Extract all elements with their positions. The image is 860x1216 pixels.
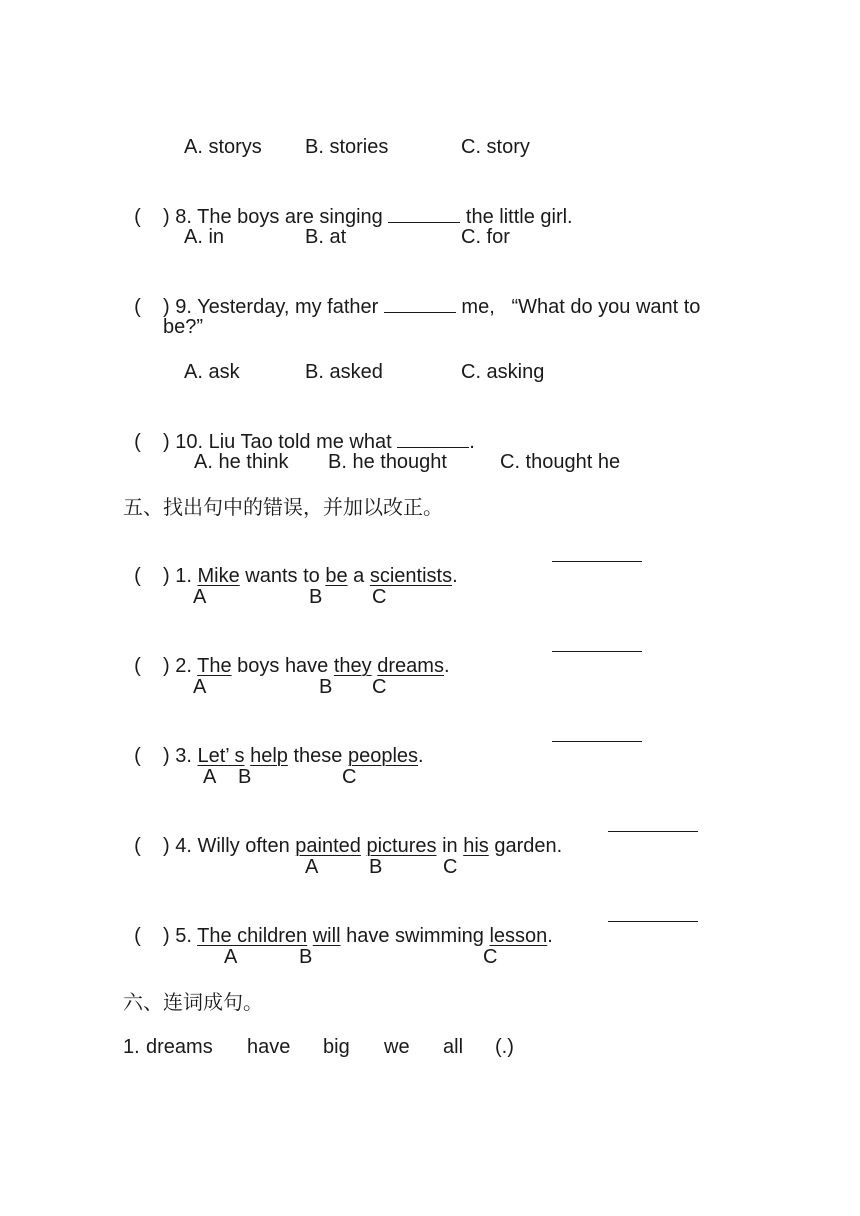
item-text: . (452, 565, 458, 587)
q7-option-b: B. stories (305, 136, 389, 158)
item-number: 1. (175, 565, 198, 587)
q8-option-b: B. at (305, 226, 347, 248)
q10-option-c: C. thought he (500, 451, 621, 473)
part-c: his (463, 835, 489, 857)
item-text: Willy often (197, 835, 296, 857)
label-b: B (238, 766, 252, 788)
answer-paren[interactable]: ( ) (134, 655, 170, 677)
part-b: they (333, 655, 372, 677)
word-chip: big (323, 1036, 350, 1058)
question-10 (123, 405, 475, 454)
label-a: A (193, 586, 207, 608)
answer-paren[interactable]: ( ) (134, 296, 170, 318)
fill-blank[interactable] (397, 429, 469, 448)
answer-paren[interactable]: ( ) (134, 745, 170, 767)
item-text: these (287, 745, 348, 767)
label-a: A (203, 766, 217, 788)
part-b: help (250, 745, 288, 767)
q10-option-a: A. he think (194, 451, 289, 473)
q8-text-post: the little girl. (460, 206, 573, 228)
part-c: dreams (377, 655, 444, 677)
answer-paren[interactable]: ( ) (134, 565, 170, 587)
item-text: a (347, 565, 370, 587)
part-a: The children (197, 925, 308, 947)
fill-blank[interactable] (384, 294, 456, 313)
q9-text-continued: be?” (163, 316, 204, 338)
error-item-2 (123, 630, 450, 678)
part-b: be (325, 565, 348, 587)
word-chip: dreams (146, 1036, 213, 1058)
part-a: Mike (197, 565, 240, 587)
punctuation-hint: (.) (495, 1036, 514, 1058)
q9-option-c: C. asking (461, 361, 545, 383)
fill-blank[interactable] (388, 204, 460, 223)
correction-blank[interactable] (552, 561, 642, 562)
q9-option-b: B. asked (305, 361, 383, 383)
label-b: B (319, 676, 333, 698)
error-item-5 (123, 900, 553, 948)
part-a: painted (295, 835, 361, 857)
label-b: B (369, 856, 383, 878)
q10-text-post: . (469, 431, 475, 453)
question-8 (123, 180, 573, 229)
item-text: wants to (239, 565, 326, 587)
q6-number: 1. (123, 1036, 140, 1058)
item-text: garden. (488, 835, 563, 857)
word-chip: have (247, 1036, 291, 1058)
item-number: 2. (175, 655, 198, 677)
part-a: The (197, 655, 232, 677)
part-b: will (312, 925, 341, 947)
part-b: pictures (366, 835, 437, 857)
q8-option-a: A. in (184, 226, 225, 248)
label-c: C (443, 856, 458, 878)
correction-blank[interactable] (608, 921, 698, 922)
word-chip: all (443, 1036, 464, 1058)
item-text: boys have (231, 655, 334, 677)
error-item-3 (123, 720, 424, 768)
correction-blank[interactable] (552, 651, 642, 652)
answer-paren[interactable]: ( ) (134, 835, 170, 857)
q7-option-a: A. storys (184, 136, 262, 158)
q9-option-a: A. ask (184, 361, 240, 383)
label-b: B (299, 946, 313, 968)
q7-option-c: C. story (461, 136, 530, 158)
label-b: B (309, 586, 323, 608)
q8-option-c: C. for (461, 226, 510, 248)
q10-option-b: B. he thought (328, 451, 447, 473)
error-item-4 (123, 810, 562, 858)
word-chip: we (384, 1036, 410, 1058)
q10-text-pre: 10. Liu Tao told me what (175, 431, 398, 453)
item-text: have swimming (340, 925, 490, 947)
item-number: 3. (175, 745, 198, 767)
label-a: A (305, 856, 319, 878)
q9-text-pre: 9. Yesterday, my father (175, 296, 384, 318)
correction-blank[interactable] (608, 831, 698, 832)
item-text: . (443, 655, 450, 677)
label-a: A (224, 946, 238, 968)
answer-paren[interactable]: ( ) (134, 925, 170, 947)
part-a: Let’ s (197, 745, 245, 767)
answer-paren[interactable]: ( ) (134, 431, 170, 453)
error-item-1 (123, 540, 458, 588)
q8-text-pre: 8. The boys are singing (175, 206, 389, 228)
item-number: 5. (175, 925, 198, 947)
label-a: A (193, 676, 207, 698)
label-c: C (372, 586, 387, 608)
item-text: in (436, 835, 464, 857)
part-c: lesson (489, 925, 548, 947)
q9-text-post: me, “What do you want to (455, 296, 701, 318)
item-text: . (547, 925, 553, 947)
label-c: C (342, 766, 357, 788)
item-text: . (418, 745, 424, 767)
part-c: peoples (347, 745, 419, 767)
part-c: scientists (369, 565, 453, 587)
item-number: 4. (175, 835, 198, 857)
label-c: C (483, 946, 498, 968)
question-9 (123, 270, 700, 319)
label-c: C (372, 676, 387, 698)
section-5-title: 五、找出句中的错误，并加以改正。 (123, 495, 443, 519)
answer-paren[interactable]: ( ) (134, 206, 170, 228)
section-6-title: 六、连词成句。 (123, 990, 263, 1014)
correction-blank[interactable] (552, 741, 642, 742)
